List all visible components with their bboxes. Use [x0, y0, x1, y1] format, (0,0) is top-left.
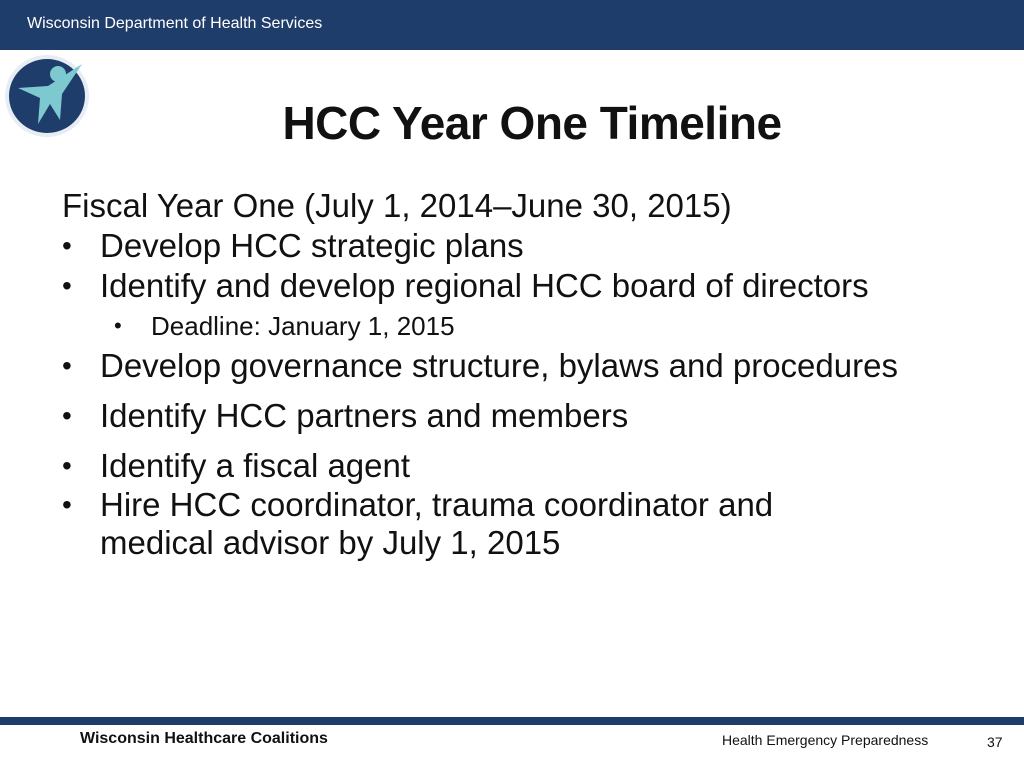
- bullet-list: [62, 226, 1002, 562]
- footer-divider: [0, 717, 1024, 725]
- bullet-dot-icon: •: [62, 400, 72, 431]
- slide-body: [62, 186, 1002, 562]
- footer-right-label: Health Emergency Preparedness: [722, 732, 929, 748]
- footer-left-label: Wisconsin Healthcare Coalitions: [80, 730, 328, 747]
- bullet-dot-icon: •: [62, 489, 72, 520]
- header-org-name: Wisconsin Department of Health Services: [27, 15, 323, 32]
- header-bar: [0, 0, 1024, 50]
- list-item: • Identify HCC partners and members: [62, 397, 629, 434]
- list-item: • Develop governance structure, bylaws and procedures: [62, 347, 898, 384]
- bullet-dot-icon: •: [62, 230, 72, 261]
- bullet-dot-icon: •: [62, 450, 72, 481]
- list-item: • Identify and develop regional HCC board of directors: [62, 267, 869, 304]
- bullet-dot-icon: •: [62, 350, 72, 381]
- slide-title: HCC Year One Timeline: [282, 97, 782, 149]
- sub-list-item: • Deadline: January 1, 2015: [114, 311, 455, 341]
- bullet-dot-icon: •: [62, 270, 72, 301]
- list-item: • Hire HCC coordinator, trauma coordinator and medical advisor by July 1, 2015: [62, 486, 774, 561]
- fiscal-year-heading: Fiscal Year One (July 1, 2014–June 30, 2015): [62, 187, 732, 224]
- bullet-dot-icon: •: [114, 313, 122, 338]
- list-item: • Develop HCC strategic plans: [62, 227, 524, 264]
- list-item: • Identify a fiscal agent: [62, 447, 411, 484]
- page-number: 37: [987, 734, 1003, 750]
